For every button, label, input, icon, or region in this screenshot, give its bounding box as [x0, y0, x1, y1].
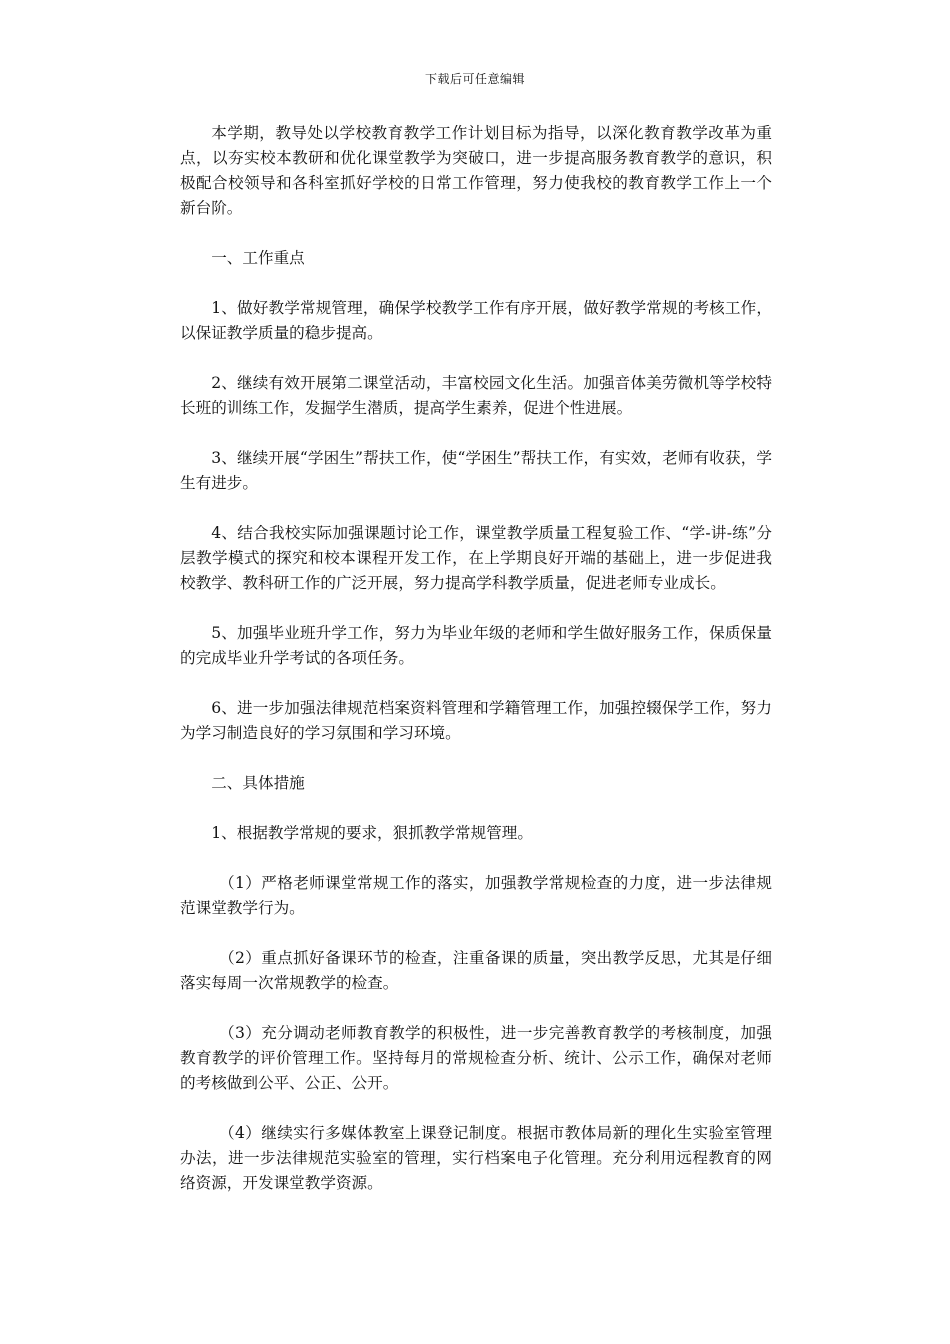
intro-paragraph: 本学期，教导处以学校教育教学工作计划目标为指导，以深化教育教学改革为重点，以夯实校本教研和优化课堂教学为突破口，进一步提高服务教育教学的意识，积极配合校领导和各科室抓好学校的日常工作管理，努力使我校的教育教学工作上一个新台阶。: [180, 124, 772, 217]
list-item: 5、加强毕业班升学工作，努力为毕业年级的老师和学生做好服务工作，保质保量的完成毕业升学考试的各项任务。: [180, 624, 772, 667]
list-item: 2、继续有效开展第二课堂活动，丰富校园文化生活。加强音体美劳微机等学校特长班的训练工作，发掘学生潜质，提高学生素养，促进个性进展。: [180, 374, 772, 417]
list-item: 6、进一步加强法律规范档案资料管理和学籍管理工作，加强控辍保学工作，努力为学习制造良好的学习氛围和学习环境。: [180, 699, 772, 742]
sub-list-item: （4）继续实行多媒体教室上课登记制度。根据市教体局新的理化生实验室管理办法，进一步法律规范实验室的管理，实行档案电子化管理。充分利用远程教育的网络资源，开发课堂教学资源。: [180, 1124, 772, 1192]
sub-list-item: （3）充分调动老师教育教学的积极性，进一步完善教育教学的考核制度，加强教育教学的评价管理工作。坚持每月的常规检查分析、统计、公示工作，确保对老师的考核做到公平、公正、公开。: [180, 1024, 772, 1092]
sub-list-item: （1）严格老师课堂常规工作的落实，加强教学常规检查的力度，进一步法律规范课堂教学行为。: [180, 874, 772, 917]
section-heading-measures: 二、具体措施: [211, 774, 305, 792]
list-item: 4、结合我校实际加强课题讨论工作，课堂教学质量工程复验工作、“学-讲-练”分层教学模式的探究和校本课程开发工作，在上学期良好开端的基础上，进一步促进我校教学、教科研工作的广泛开展，努力提高学科教学质量，促进老师专业成长。: [180, 524, 772, 592]
list-item: 1、做好教学常规管理，确保学校教学工作有序开展，做好教学常规的考核工作，以保证教学质量的稳步提高。: [180, 299, 772, 342]
document-body: [180, 121, 772, 1221]
sub-list-item: （2）重点抓好备课环节的检查，注重备课的质量，突出教学反思，尤其是仔细落实每周一次常规教学的检查。: [180, 949, 772, 992]
page-header: 下载后可任意编辑: [424, 72, 525, 86]
list-item: 3、继续开展“学困生”帮扶工作，使“学困生”帮扶工作，有实效，老师有收获，学生有进步。: [180, 449, 772, 492]
list-item: 1、根据教学常规的要求，狠抓教学常规管理。: [211, 824, 533, 842]
section-heading-work-focus: 一、工作重点: [211, 249, 305, 267]
